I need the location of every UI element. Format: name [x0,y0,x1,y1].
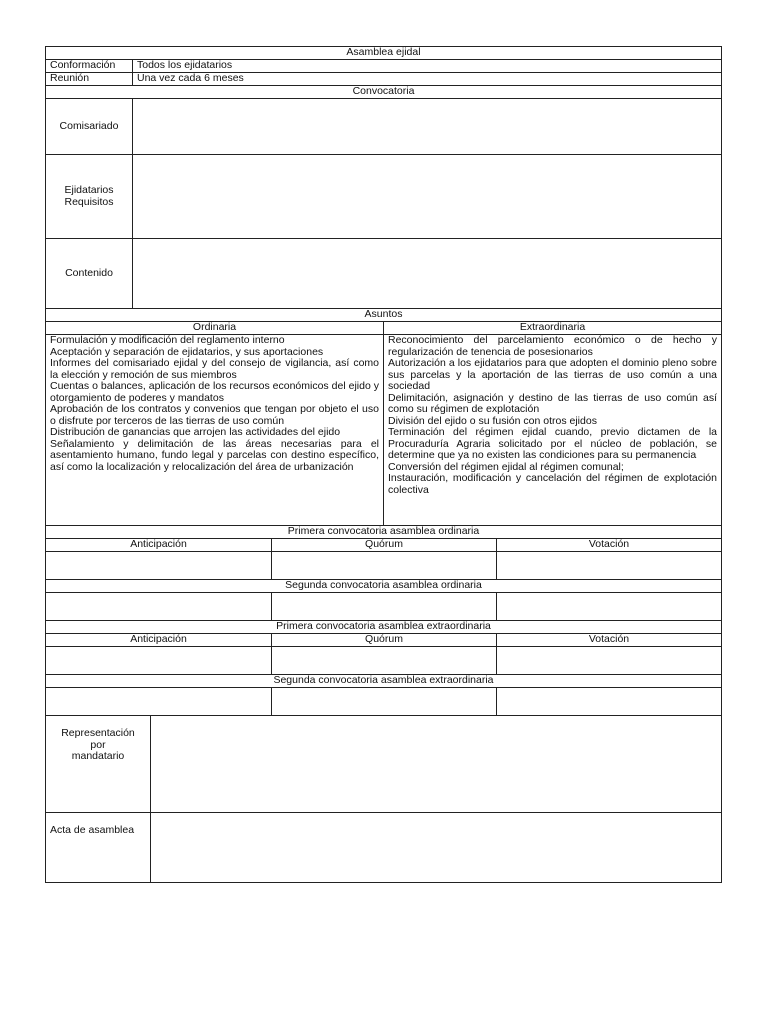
segunda-extraordinaria-heading: Segunda convocatoria asamblea extraordinaria [46,675,722,688]
anticipacion-header: Anticipación [46,539,272,552]
comisariado-label: Comisariado [46,99,133,155]
list-item: Informes del comisariado ejidal y del consejo de vigilancia, así como la elección y remoción de sus miembros [50,357,379,381]
quorum-header: Quórum [272,539,497,552]
list-item: División del ejido o su fusión con otros ejidos [388,414,597,427]
representacion-line2: por [90,738,106,751]
extraordinaria-heading: Extraordinaria [384,322,722,335]
ordinaria-heading: Ordinaria [46,322,384,335]
list-item: Delimitación, asignación y destino de las tierras de uso común así como su régimen de explotación [388,391,717,415]
anticipacion-field[interactable] [46,688,272,716]
header-table [45,46,722,309]
quorum-field[interactable] [272,552,497,580]
list-item: Señalamiento y delimitación de las áreas necesarias para el asentamiento humano, fundo legal y parcelas con destino específico, así como la localización y relocalización del área de urbanización [50,437,379,473]
ejidatarios-line2: Requisitos [64,195,114,208]
quorum-field[interactable] [272,593,497,621]
asuntos-heading: Asuntos [46,309,722,322]
votacion-field[interactable] [497,688,722,716]
conformacion-value: Todos los ejidatarios [133,60,722,73]
segunda-ordinaria-heading: Segunda convocatoria asamblea ordinaria [46,580,722,593]
anticipacion-field[interactable] [46,647,272,675]
ejidatarios-line1: Ejidatarios [64,184,114,196]
representacion-line3: mandatario [71,750,125,762]
list-item: Distribución de ganancias que arrojen las actividades del ejido [50,426,341,438]
conformacion-label: Conformación [46,60,133,73]
reunion-value: Una vez cada 6 meses [133,73,722,86]
representacion-field[interactable] [151,716,722,813]
ejidatarios-label [46,155,133,239]
votacion-field[interactable] [497,552,722,580]
list-item: Aprobación de los contratos y convenios que tengan por objeto el uso o disfrute por terceros de las tierras de uso común [50,403,379,427]
form-title: Asamblea ejidal [46,47,722,60]
reunion-label: Reunión [46,73,133,86]
votacion-field[interactable] [497,593,722,621]
primera-ordinaria-heading: Primera convocatoria asamblea ordinaria [46,526,722,539]
anticipacion-header: Anticipación [46,634,272,647]
asuntos-table [45,308,722,526]
representacion-line1: Representación [61,727,135,739]
anticipacion-field[interactable] [46,552,272,580]
votacion-header: Votación [497,634,722,647]
acta-label: Acta de asamblea [46,813,151,883]
list-item: Reconocimiento del parcelamiento económico o de hecho y regularización de tenencia de posesionarios [388,334,717,358]
list-item: Instauración, modificación y cancelación del régimen de explotación colectiva [388,472,717,496]
list-item: Aceptación y separación de ejidatarios, y sus aportaciones [50,345,324,358]
representacion-label [46,716,151,813]
votacion-header: Votación [497,539,722,552]
quorum-field[interactable] [272,688,497,716]
list-item: Conversión del régimen ejidal al régimen comunal; [388,460,624,473]
extraordinaria-list [384,335,722,526]
contenido-field[interactable] [133,239,722,309]
comisariado-field[interactable] [133,99,722,155]
anticipacion-field[interactable] [46,593,272,621]
list-item: Terminación del régimen ejidal cuando, previo dictamen de la Procuraduría Agraria solicitado por el núcleo de población, se determine que ya no existen las condiciones para su permanencia [388,426,717,461]
convocatoria-heading: Convocatoria [46,86,722,99]
list-item: Autorización a los ejidatarios para que adopten el dominio pleno sobre sus parcelas y la aportación de las tierras de uso común a una sociedad [388,357,717,392]
acta-field[interactable] [151,813,722,883]
assembly-form [45,46,722,883]
contenido-label: Contenido [46,239,133,309]
primera-extraordinaria-heading: Primera convocatoria asamblea extraordinaria [46,621,722,634]
convocatorias-table [45,525,722,716]
list-item: Formulación y modificación del reglamento interno [50,334,285,346]
votacion-field[interactable] [497,647,722,675]
ordinaria-list [46,335,384,526]
footer-table [45,715,722,883]
quorum-header: Quórum [272,634,497,647]
list-item: Cuentas o balances, aplicación de los recursos económicos del ejido y otorgamiento de poderes y mandatos [50,380,379,404]
quorum-field[interactable] [272,647,497,675]
ejidatarios-field[interactable] [133,155,722,239]
